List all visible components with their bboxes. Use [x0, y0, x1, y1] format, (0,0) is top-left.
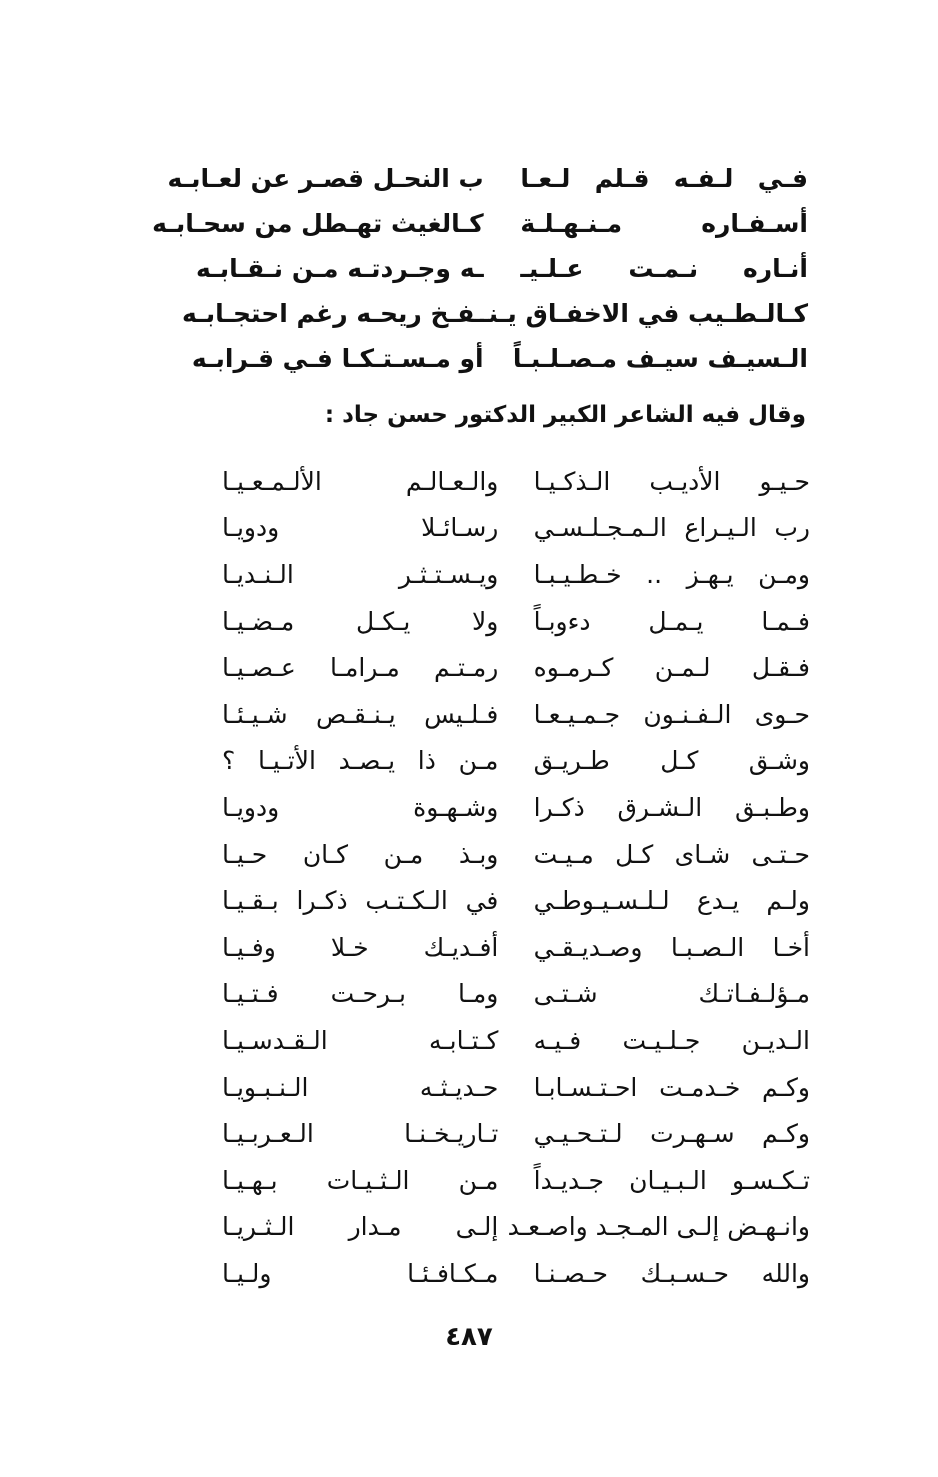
hemistich-second: وشـهـوة ودويـا [222, 792, 499, 822]
hemistich-first: وكـم سـهـرت لـتـحـيـي [533, 1119, 810, 1149]
page-number: ٤٨٧ [445, 1322, 493, 1352]
poem-bottom [222, 458, 810, 1297]
hemistich-second: حـديـثـه الـنـبـويـا [222, 1072, 499, 1102]
hemistich-first: حـيـو الأديـب الـذكـيـا [533, 466, 810, 496]
verse [222, 1064, 810, 1111]
hemistich-first: الـسيـف سيـف مـصـلـبـاً [512, 344, 808, 373]
hemistich-first: وكـم خـدمـت احـتـسـابـا [533, 1072, 810, 1102]
hemistich-first: ومـن يـهـز .. خـطـيـبـا [533, 559, 810, 589]
verse [182, 291, 808, 336]
hemistich-second: مـكـافـئـا ولـيـا [222, 1258, 499, 1288]
verse [222, 971, 810, 1018]
hemistich-first: وانـهـض إلـى المـجـد واصـعـد [507, 1212, 810, 1242]
verse [222, 784, 810, 831]
hemistich-first: كـالـطـيب في الاخفـاق يـنـ [480, 299, 808, 328]
verse [196, 246, 808, 291]
intro-line: وقال فيه الشاعر الكبير الدكتور حسن جاد : [324, 402, 806, 428]
hemistich-second: ولا يـكـل مـضـيـا [222, 606, 499, 636]
hemistich-second: إلـى مـدار الـثـريـا [222, 1212, 499, 1242]
verse [191, 336, 808, 381]
poem-top [152, 156, 808, 381]
hemistich-second: تـاريـخـنـا الـعـربـيـا [222, 1119, 499, 1149]
verse [222, 831, 810, 878]
hemistich-first: فـمـا يـمـل دءوبـاً [533, 606, 810, 636]
hemistich-second: ـفـخ ريحـه رغم احتجـابـه [182, 299, 484, 328]
verse [167, 156, 808, 201]
verse [222, 551, 810, 598]
verse [222, 644, 810, 691]
hemistich-second: ـه وجـردتـه مـن نـقـابـه [196, 254, 484, 283]
hemistich-first: حـتـى شـاى كـل مـيـت [533, 839, 810, 869]
hemistich-first: تـكـسـو الـبـيـان جـديـداً [533, 1165, 810, 1195]
hemistich-second: كـتـابـه الـقـدسـيـا [222, 1025, 499, 1055]
verse [222, 1110, 810, 1157]
hemistich-first: أنـاره نـمـت عـلـيـ [520, 254, 808, 283]
hemistich-first: وطـبـق الـشـرق ذكـرا [533, 792, 810, 822]
hemistich-first: مـؤلـفـاتـك شـتـى [533, 979, 810, 1009]
verse [222, 691, 810, 738]
hemistich-first: الـديـن جـلـيـت فـيـه [533, 1025, 810, 1055]
hemistich-second: مـن ذا يـصـد الأتـيـا ؟ [222, 746, 499, 776]
hemistich-second: في الـكـتـب ذكـرا بـقـيـا [222, 886, 499, 916]
hemistich-second: والـعـالـم الألـمـعـيـا [222, 466, 499, 496]
hemistich-first: رب الـيـراع الـمـجـلـسـي [533, 513, 810, 543]
hemistich-second: ومـا بـرحـت فـتـيـا [222, 979, 499, 1009]
hemistich-second: وبـذ مـن كـان حـيـا [222, 839, 499, 869]
verse [222, 924, 810, 971]
hemistich-second: أو مـسـتـكـا فـي قـرابـه [191, 344, 484, 373]
verse [222, 738, 810, 785]
hemistich-second: كـالغيث تهـطل من سحـابـه [152, 209, 484, 238]
hemistich-first: والله حـسـبـك حـصـنـا [533, 1258, 810, 1288]
hemistich-first: ولـم يـدع لـلـسـيـوطـي [533, 886, 810, 916]
verse [222, 458, 810, 505]
hemistich-first: فـقـل لـمـن كـرمـوه [533, 653, 810, 683]
verse [222, 1204, 810, 1251]
hemistich-second: أفـديـك خـلا وفـيـا [222, 932, 499, 962]
verse [222, 598, 810, 645]
hemistich-second: ويـسـتـثـر الـنـديـا [222, 559, 499, 589]
hemistich-first: أخـا الـصـبـا وصـديـقـي [533, 932, 810, 962]
hemistich-first: أسـفـاره مـنـهـلـة [520, 209, 808, 238]
hemistich-first: حـوى الـفـنـون جـمـيـعـا [533, 699, 810, 729]
hemistich-first: وشـق كـل طـريـق [533, 746, 810, 776]
verse [222, 1250, 810, 1297]
verse [222, 1017, 810, 1064]
hemistich-first: فـي لـفـه قـلم لـعـا [520, 164, 808, 193]
hemistich-second: رسـائـلا ودويـا [222, 513, 499, 543]
hemistich-second: رمـتـم مـرامـا عـصـيـا [222, 653, 499, 683]
hemistich-second: فـلـيس يـنـقـص شـيـئـا [222, 699, 499, 729]
verse [222, 1157, 810, 1204]
verse [152, 201, 808, 246]
hemistich-second: ب النحـل قصـر عن لعـابـه [167, 164, 484, 193]
hemistich-second: مـن الـثـيـات بـهـيـا [222, 1165, 499, 1195]
verse [222, 505, 810, 552]
verse [222, 877, 810, 924]
